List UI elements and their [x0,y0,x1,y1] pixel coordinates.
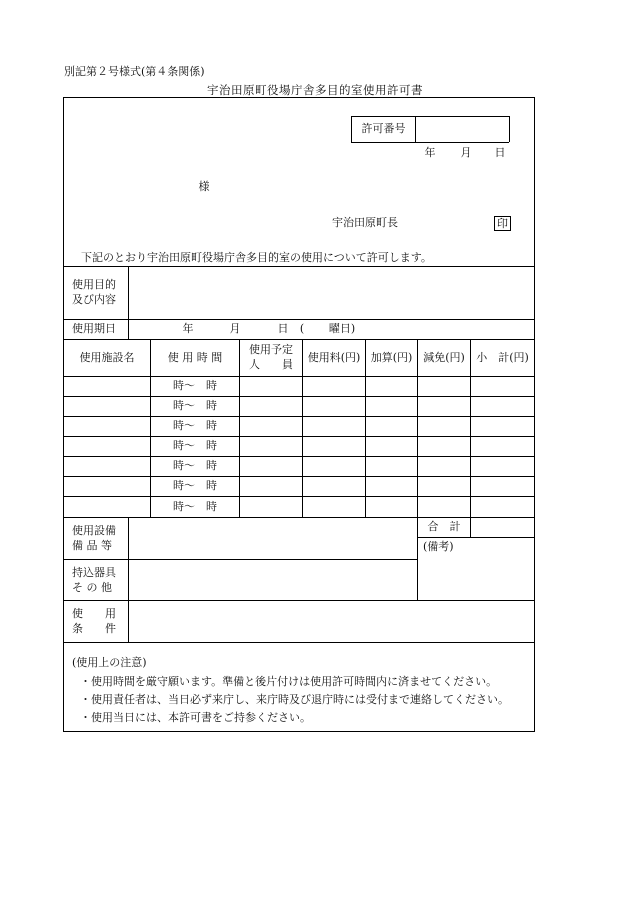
rule-carried-in-top [64,559,417,560]
row-2-time: 時～ 時 [173,399,217,413]
rule-row-5 [64,456,534,457]
header-facility: 使用施設名 [79,350,135,364]
header-surcharge: 加算(円) [370,350,413,364]
total-label: 合 計 [427,520,461,534]
equipment-label-line1: 使用設備 [72,524,116,538]
header-people-line1: 使用予定 [249,343,293,357]
permit-box-bottom [351,142,509,143]
conditions-label-line2: 条 件 [72,622,116,635]
col-label-divider [128,266,129,319]
rule-row-1 [64,376,534,377]
header-reduction: 減免(円) [423,350,465,364]
rule-row-4 [64,436,534,437]
permit-form [63,97,535,732]
col-surcharge-reduction [417,339,418,600]
row-1-time: 時～ 時 [173,379,217,393]
permit-number-label: 許可番号 [361,122,406,136]
period-month: 月 [229,322,241,336]
period-year: 年 [182,322,194,336]
row-6-time: 時～ 時 [173,479,217,493]
permit-date-month: 月 [460,145,472,159]
col-label-divider-lower [128,517,129,642]
row-3-time: 時～ 時 [173,419,217,433]
header-fee: 使用料(円) [307,350,361,364]
notes-heading: (使用上の注意) [72,656,147,669]
period-label: 使用期日 [72,322,116,336]
carried-in-label [72,561,128,600]
rule-notes-top [64,642,534,643]
permit-date-year: 年 [424,145,436,159]
rule-conditions-top [64,600,534,601]
period-weekday: 曜日) [328,322,356,336]
col-label-divider-period [128,319,129,339]
rule-row-2 [64,396,534,397]
conditions-label [72,602,128,642]
header-people [240,340,302,376]
header-people-line2: 人 員 [249,358,293,371]
note-item-2: ・使用責任者は、当日必ず来庁し、来庁時及び退庁時には受付まで連絡してください。 [80,693,509,706]
conditions-label-line1: 使 用 [72,607,116,621]
rule-row-6 [64,476,534,477]
equipment-label [72,519,128,559]
addressee-suffix: 様 [198,179,210,193]
permit-statement: 下記のとおり宇治田原町役場庁舎多目的室の使用について許可します。 [81,250,432,264]
form-title: 宇治田原町役場庁舎多目的室使用許可書 [207,83,423,97]
rule-row-3 [64,416,534,417]
carried-in-label-line2: そ の 他 [72,580,112,594]
permit-number-field[interactable] [416,117,509,142]
purpose-label [72,270,128,316]
issuer-name: 宇治田原町長 [332,215,398,229]
official-seal: 印 [494,216,511,231]
header-time: 使 用 時 間 [167,350,223,364]
period-day: 日 [277,322,289,336]
purpose-label-line2: 及び内容 [72,293,116,306]
purpose-label-line1: 使用目的 [72,278,116,292]
purpose-field[interactable] [130,268,530,318]
row-4-time: 時～ 時 [173,439,217,453]
note-item-1: ・使用時間を厳守願います。準備と後片付けは使用許可時間内に済ませてください。 [80,675,498,688]
form-caption: 別記第２号様式(第４条関係) [64,65,205,78]
equipment-label-line2: 備 品 等 [72,539,112,552]
note-item-3: ・使用当日には、本許可書をご持参ください。 [80,711,311,724]
header-subtotal: 小 計(円) [476,350,529,364]
rule-row-7 [64,496,534,497]
period-paren-open: ( [299,322,305,336]
permit-date-day: 日 [494,145,506,159]
remarks-label: (備考) [423,539,454,553]
row-5-time: 時～ 時 [173,459,217,473]
permit-box-right [509,116,510,142]
rule-purpose-top [64,266,534,267]
carried-in-label-line1: 持込器具 [72,565,116,579]
row-7-time: 時～ 時 [173,499,217,513]
